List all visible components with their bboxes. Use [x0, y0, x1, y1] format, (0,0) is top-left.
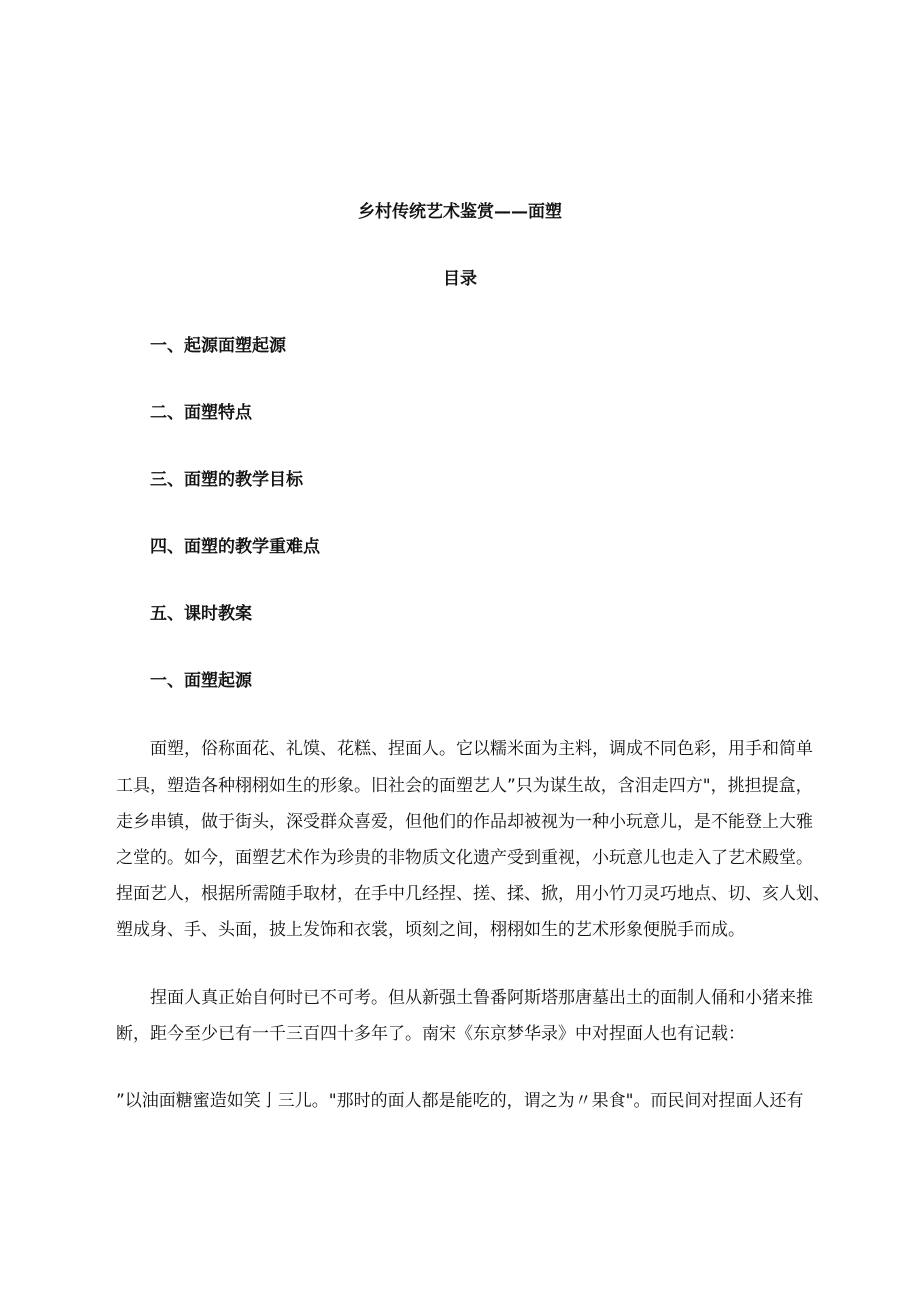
paragraph-line: 断，距今至少已有一千三百四十多年了。南宋《东京梦华录》中对捏面人也有记载：	[116, 1024, 745, 1044]
paragraph-line: 面塑，俗称面花、礼馍、花糕、捏面人。它以糯米面为主料，调成不同色彩，用手和简单	[150, 739, 813, 759]
paragraph-line: 捏面艺人，根据所需随手取材，在手中几经捏、搓、揉、掀，用小竹刀灵巧地点、切、亥人划、	[116, 884, 830, 904]
toc-item: 五、课时教案	[150, 604, 252, 624]
toc-item: 二、面塑特点	[150, 403, 252, 423]
toc-item: 四、面塑的教学重难点	[150, 537, 320, 557]
paragraph-line: 之堂的。如今，面塑艺术作为珍贵的非物质文化遗产受到重视，小玩意儿也走入了艺术殿堂。	[116, 848, 813, 868]
document-title: 乡村传统艺术鉴赏——面塑	[358, 202, 562, 222]
paragraph-line: 捏面人真正始自何时已不可考。但从新强土鲁番阿斯塔那唐墓出土的面制人俑和小猪来推	[150, 988, 813, 1008]
toc-item: 一、起源面塑起源	[150, 336, 286, 356]
paragraph-line: 走乡串镇，做于街头，深受群众喜爱，但他们的作品却被视为一种小玩意儿，是不能登上大雅	[116, 812, 813, 832]
section-heading: 一、面塑起源	[150, 671, 252, 691]
paragraph-line: ”以油面糖蜜造如笑亅三儿。"那时的面人都是能吃的，谓之为〃果食"。而民间对捏面人还有	[116, 1091, 804, 1111]
toc-title: 目录	[443, 269, 477, 289]
paragraph-line: 塑成身、手、头面，披上发饰和衣裳，顷刻之间，栩栩如生的艺术形象便脱手而成。	[116, 920, 745, 940]
toc-item: 三、面塑的教学目标	[150, 470, 303, 490]
paragraph-line: 工具，塑造各种栩栩如生的形象。旧社会的面塑艺人”只为谋生故，含泪走四方"，挑担提盒，	[116, 776, 813, 796]
